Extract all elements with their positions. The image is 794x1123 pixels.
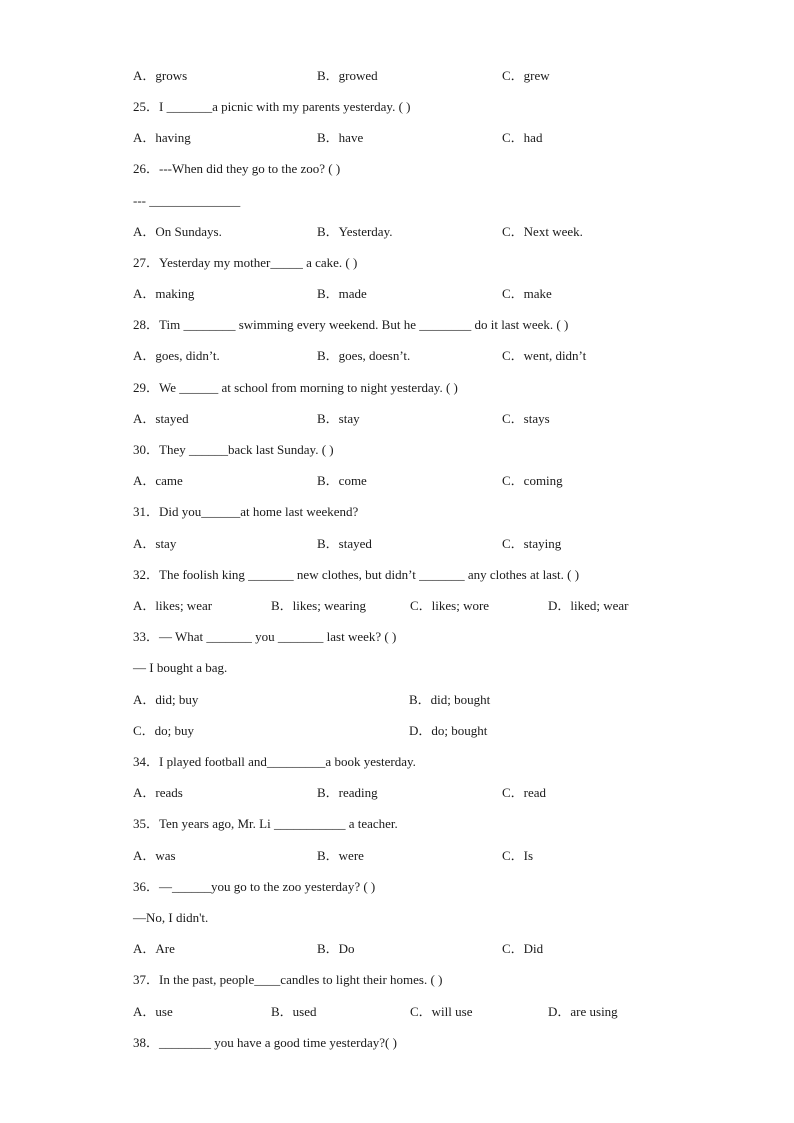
- q33-stem: 33．— What _______ you _______ last week? ( ): [133, 629, 397, 644]
- q26-option-b[interactable]: B．Yesterday.: [317, 224, 393, 239]
- q36-option-a[interactable]: A．Are: [133, 941, 175, 956]
- q34-option-a[interactable]: A．reads: [133, 785, 183, 800]
- q35-option-b[interactable]: B．were: [317, 848, 364, 863]
- q28-option-b[interactable]: B．goes, doesn’t.: [317, 348, 411, 363]
- q28-stem: 28．Tim ________ swimming every weekend. But he ________ do it last week. ( ): [133, 317, 569, 332]
- q36-option-c[interactable]: C．Did: [502, 941, 544, 956]
- q31-options: [133, 536, 753, 552]
- q25-option-a[interactable]: A．having: [133, 130, 191, 145]
- q26-option-c[interactable]: C．Next week.: [502, 224, 583, 239]
- q36-answer-line: —No, I didn't.: [133, 910, 209, 925]
- q27-stem: 27．Yesterday my mother_____ a cake. ( ): [133, 255, 358, 270]
- q32-option-d[interactable]: D．liked; wear: [548, 598, 629, 613]
- q37-options: [133, 1004, 753, 1020]
- q29-option-b[interactable]: B．stay: [317, 411, 360, 426]
- q27-option-a[interactable]: A．making: [133, 286, 195, 301]
- q35-option-a[interactable]: A．was: [133, 848, 176, 863]
- q25-option-b[interactable]: B．have: [317, 130, 364, 145]
- q36-stem: 36．—______you go to the zoo yesterday? ( ): [133, 879, 376, 894]
- q37-stem: 37．In the past, people____candles to light their homes. ( ): [133, 972, 443, 987]
- q30-options: [133, 473, 753, 489]
- q31-stem: 31．Did you______at home last weekend?: [133, 504, 359, 519]
- q30-stem: 30．They ______back last Sunday. ( ): [133, 442, 334, 457]
- q36-options: [133, 941, 753, 957]
- q33-options-row2: [133, 723, 753, 739]
- q28-options: [133, 348, 753, 364]
- q35-options: [133, 848, 753, 864]
- q34-stem: 34．I played football and_________a book yesterday.: [133, 754, 416, 769]
- q31-option-b[interactable]: B．stayed: [317, 536, 372, 551]
- q28-option-a[interactable]: A．goes, didn’t.: [133, 348, 220, 363]
- q29-option-c[interactable]: C．stays: [502, 411, 550, 426]
- q34-option-c[interactable]: C．read: [502, 785, 547, 800]
- q33-option-d[interactable]: D．do; bought: [409, 723, 488, 738]
- q31-option-a[interactable]: A．stay: [133, 536, 177, 551]
- q32-options: [133, 598, 753, 614]
- q35-option-c[interactable]: C．Is: [502, 848, 534, 863]
- q29-options: [133, 411, 753, 427]
- q30-option-a[interactable]: A．came: [133, 473, 183, 488]
- q33-option-a[interactable]: A．did; buy: [133, 692, 199, 707]
- q33-options-row1: [133, 692, 753, 708]
- q27-options: [133, 286, 753, 302]
- q36-option-b[interactable]: B．Do: [317, 941, 355, 956]
- q32-option-a[interactable]: A．likes; wear: [133, 598, 213, 613]
- q31-option-c[interactable]: C．staying: [502, 536, 562, 551]
- q34-options: [133, 785, 753, 801]
- q32-option-c[interactable]: C．likes; wore: [410, 598, 490, 613]
- q29-stem: 29．We ______ at school from morning to night yesterday. ( ): [133, 380, 458, 395]
- q29-option-a[interactable]: A．stayed: [133, 411, 189, 426]
- q34-option-b[interactable]: B．reading: [317, 785, 378, 800]
- q35-stem: 35．Ten years ago, Mr. Li ___________ a teacher.: [133, 816, 398, 831]
- q37-option-c[interactable]: C．will use: [410, 1004, 473, 1019]
- q28-option-c[interactable]: C．went, didn’t: [502, 348, 587, 363]
- q38-stem: 38．________ you have a good time yesterday?( ): [133, 1035, 397, 1050]
- q30-option-c[interactable]: C．coming: [502, 473, 563, 488]
- q24-option-b[interactable]: B．growed: [317, 68, 378, 83]
- q33-option-b[interactable]: B．did; bought: [409, 692, 491, 707]
- q37-option-d[interactable]: D．are using: [548, 1004, 618, 1019]
- q25-option-c[interactable]: C．had: [502, 130, 543, 145]
- q37-option-b[interactable]: B．used: [271, 1004, 317, 1019]
- q27-option-c[interactable]: C．make: [502, 286, 552, 301]
- q26-option-a[interactable]: A．On Sundays.: [133, 224, 222, 239]
- q32-stem: 32．The foolish king _______ new clothes, but didn’t _______ any clothes at last. ( ): [133, 567, 580, 582]
- q24-option-c[interactable]: C．grew: [502, 68, 550, 83]
- q24-option-a[interactable]: A．grows: [133, 68, 188, 83]
- q33-option-c[interactable]: C．do; buy: [133, 723, 195, 738]
- q26-stem: 26．---When did they go to the zoo? ( ): [133, 161, 341, 176]
- q25-stem: 25．I _______a picnic with my parents yesterday. ( ): [133, 99, 411, 114]
- q25-options: [133, 130, 753, 146]
- q30-option-b[interactable]: B．come: [317, 473, 367, 488]
- q27-option-b[interactable]: B．made: [317, 286, 367, 301]
- q26-answer-line: --- ______________: [133, 193, 241, 208]
- q33-answer-line: — I bought a bag.: [133, 660, 228, 675]
- q32-option-b[interactable]: B．likes; wearing: [271, 598, 366, 613]
- q24-options: [133, 68, 753, 84]
- q26-options: [133, 224, 753, 240]
- q37-option-a[interactable]: A．use: [133, 1004, 173, 1019]
